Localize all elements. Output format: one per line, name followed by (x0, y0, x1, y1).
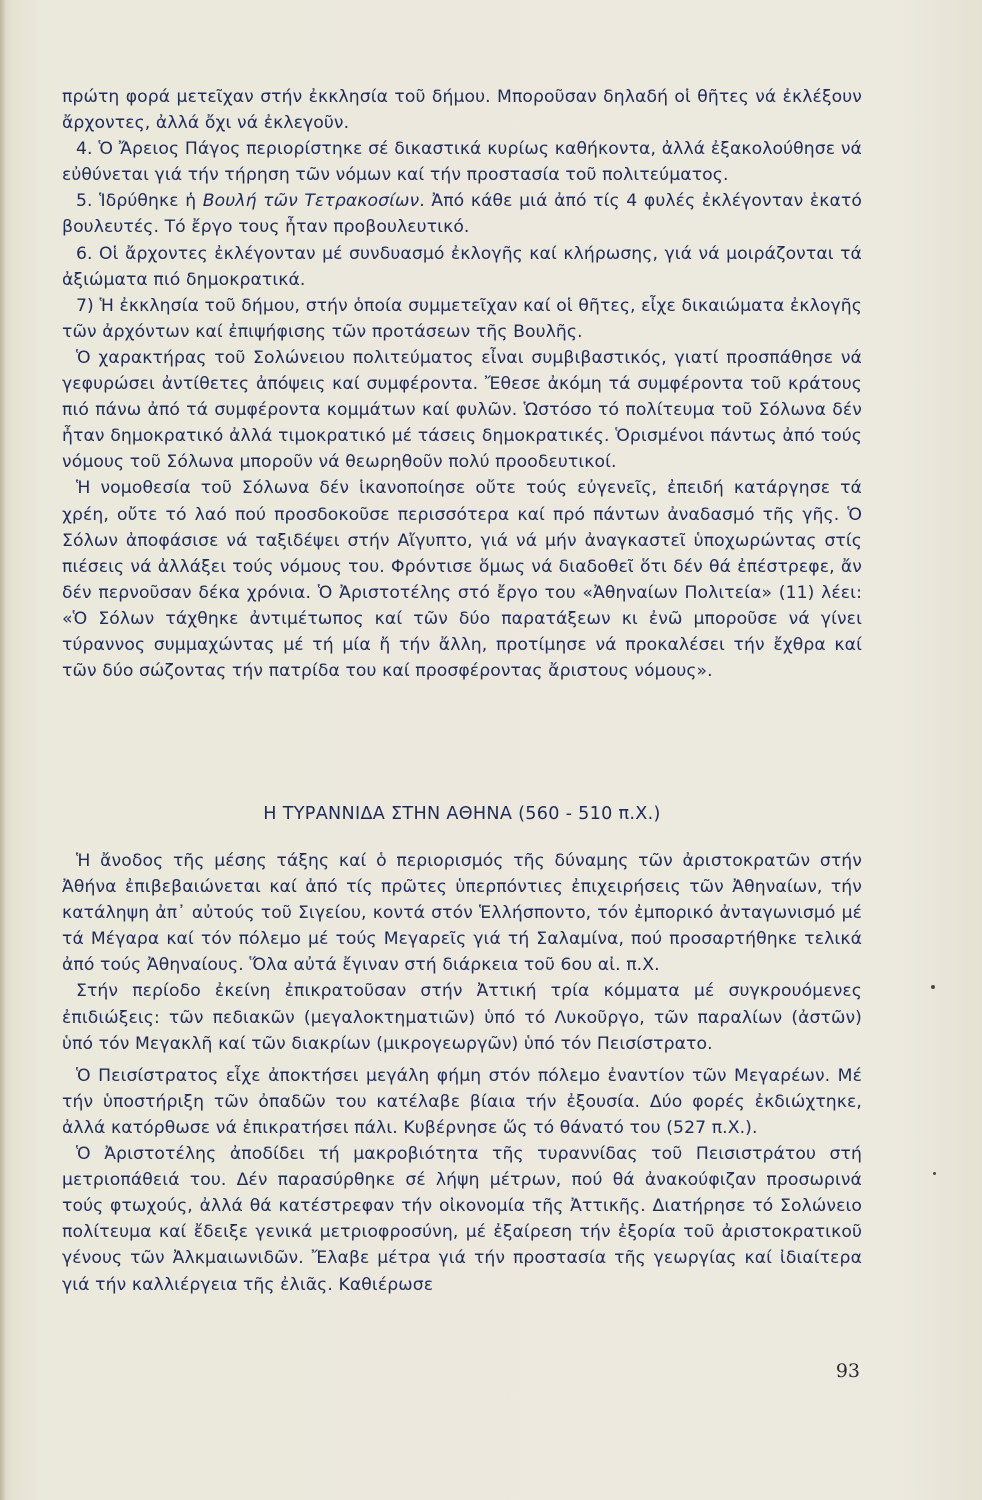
upper-text-block (62, 84, 862, 684)
paragraph-theites: πρώτη φορά μετεῖχαν στήν ἐκκλησία τοῦ δήμου. Μποροῦσαν δηλαδή οἱ θῆτες νά ἐκλέξουν ἄρχοντες, ἀλλά ὄχι νά ἐκλεγοῦν. (62, 87, 862, 134)
lower-text-block (62, 848, 862, 1298)
paragraph-aristotelis: Ὁ Ἀριστοτέλης ἀποδίδει τή μακροβιότητα τῆς τυραννίδας τοῦ Πεισιστράτου στή μετριοπάθειά του. Δέν παρασύρθηκε σέ λήψη μέτρων, πού θά ἀνακούφιζαν προσωρινά τούς φτωχούς, ἀλλά θά κατέστρεφαν τήν οἰκονομία τῆς Ἀττικῆς. Διατήρησε τό Σολώνειο πολίτευμα καί ἔδειξε γενικά μετριοφροσύνη, μέ ἐξαίρεση τήν ἐξορία τοῦ ἀριστοκρατικοῦ γένους τῶν Ἀλκμαιωνιδῶν. Ἔλαβε μέτρα γιά τήν προστασία τῆς γεωργίας καί ἰδιαίτερα γιά τήν καλλιέργεια τῆς ἐλιᾶς. Καθιέρωσε (62, 1144, 862, 1295)
scan-speck (933, 1172, 936, 1175)
paragraph-areios-pagos: 4. Ὁ Ἄρειος Πάγος περιορίστηκε σέ δικαστικά κυρίως καθήκοντα, ἀλλά ἐξακολούθησε νά εὐθύνεται γιά τήν τήρηση τῶν νόμων καί τήν προστασία τοῦ πολιτεύματος. (62, 139, 862, 186)
paragraph-nomothesia: Ἡ νομοθεσία τοῦ Σόλωνα δέν ἱκανοποίησε οὔτε τούς εὐγενεῖς, ἐπειδή κατάργησε τά χρέη, οὔτε τό λαό πού προσδοκοῦσε περισσότερα καί πρό πάντων ἀναδασμό τῆς γῆς. Ὁ Σόλων ἀποφάσισε νά ταξιδέψει στήν Αἴγυπτο, γιά νά μήν ἀναγκαστεῖ ὑποχωρώντας στίς πιέσεις νά ἀλλάξει τούς νόμους του. Φρόντισε ὅμως νά διαδοθεῖ ὅτι δέν θά ἐπέστρεφε, ἄν δέν περνοῦσαν δέκα χρόνια. Ὁ Ἀριστοτέλης στό ἔργο του «Ἀθηναίων Πολιτεία» (11) λέει: «Ὁ Σόλων τάχθηκε ἀντιμέτωπος καί τῶν δύο παρατάξεων κι ἐνῶ μποροῦσε νά γίνει τύραννος συμμαχώντας μέ τή μία ἤ τήν ἄλλη, προτίμησε νά προκαλέσει τήν ἔχθρα καί τῶν δύο σώζοντας τήν πατρίδα του καί προσφέροντας ἄριστους νόμους». (62, 478, 862, 682)
paragraph-vouli-text: 5. Ἱδρύθηκε ἡ Βουλή τῶν Τετρακοσίων. Ἀπό κάθε μιά ἀπό τίς 4 φυλές ἐκλέγονταν ἑκατό βουλευτές. Τό ἔργο τους ἦταν προβουλευτικό. (62, 191, 862, 238)
page-binding-edge (0, 0, 6, 1500)
paragraph-ekklisia: 7) Ἡ ἐκκλησία τοῦ δήμου, στήν ὁποία συμμετεῖχαν καί οἱ θῆτες, εἶχε δικαιώματα ἐκλογῆς τῶν ἀρχόντων καί ἐπιψήφισης τῶν προτάσεων τῆς Βουλῆς. (62, 295, 862, 342)
paragraph-charaktiras: Ὁ χαρακτήρας τοῦ Σολώνειου πολιτεύματος εἶναι συμβιβαστικός, γιατί προσπάθησε νά γεφυρώσει ἀντίθετες ἀπόψεις καί συμφέροντα. Ἔθεσε ἀκόμη τά συμφέροντα τοῦ κράτους πιό πάνω ἀπό τά συμφέροντα κομμάτων καί φυλῶν. Ὡστόσο τό πολίτευμα τοῦ Σόλωνα δέν ἦταν δημοκρατικό ἀλλά τιμοκρατικό μέ τάσεις δημοκρατικές. Ὁρισμένοι πάντως ἀπό τούς νόμους τοῦ Σόλωνα μποροῦν νά θεωρηθοῦν πολύ προοδευτικοί. (62, 347, 862, 473)
scan-speck (931, 985, 935, 989)
paragraph-vouli (62, 188, 862, 240)
paragraph-kommata: Στήν περίοδο ἐκείνη ἐπικρατοῦσαν στήν Ἀττική τρία κόμματα μέ συγκρουόμενες ἐπιδιώξεις: τῶν πεδιακῶν (μεγαλοκτηματιῶν) ὑπό τό Λυκοῦργο, τῶν παραλίων (ἀστῶν) ὑπό τόν Μεγακλῆ καί τῶν διακρίων (μικρογεωργῶν) ὑπό τόν Πεισίστρατο. (62, 981, 862, 1054)
paragraph-archontes: 6. Οἱ ἄρχοντες ἐκλέγονταν μέ συνδυασμό ἐκλογῆς καί κλήρωσης, γιά νά μοιράζονται τά ἀξιώματα πιό δημοκρατικά. (62, 243, 862, 290)
italic-title-vouli: Βουλή τῶν Τετρακοσίων (202, 191, 420, 212)
paragraph-anodos: Ἡ ἄνοδος τῆς μέσης τάξης καί ὁ περιορισμός τῆς δύναμης τῶν ἀριστοκρατῶν στήν Ἀθήνα ἐπιβεβαιώνεται καί ἀπό τίς πρῶτες ὑπερπόντιες ἐπιχειρήσεις τῶν Ἀθηναίων, τήν κατάληψη ἀπ᾽ αὐτούς τοῦ Σιγείου, κοντά στόν Ἑλλήσποντο, τόν ἐμπορικό ἀνταγωνισμό μέ τά Μέγαρα καί τόν πόλεμο μέ τούς Μεγαρεῖς γιά τή Σαλαμίνα, πού προσαρτήθηκε τελικά ἀπό τούς Ἀθηναίους. Ὅλα αὐτά ἔγιναν στή διάρκεια τοῦ 6ου αἰ. π.Χ. (62, 851, 862, 976)
page-number: 93 (835, 1360, 860, 1382)
section-heading: Η ΤΥΡΑΝΝΙΔΑ ΣΤΗΝ ΑΘΗΝΑ (560 - 510 π.Χ.) (263, 804, 661, 824)
paragraph-peisistratos: Ὁ Πεισίστρατος εἶχε ἀποκτήσει μεγάλη φήμη στόν πόλεμο ἐναντίον τῶν Μεγαρέων. Μέ τήν ὑποστήριξη τῶν ὀπαδῶν του κατέλαβε βίαια τήν ἐξουσία. Δύο φορές ἐκδιώχτηκε, ἀλλά κατόρθωσε νά ἐπικρατήσει πάλι. Κυβέρνησε ὥς τό θάνατό του (527 π.Χ.). (62, 1065, 862, 1138)
